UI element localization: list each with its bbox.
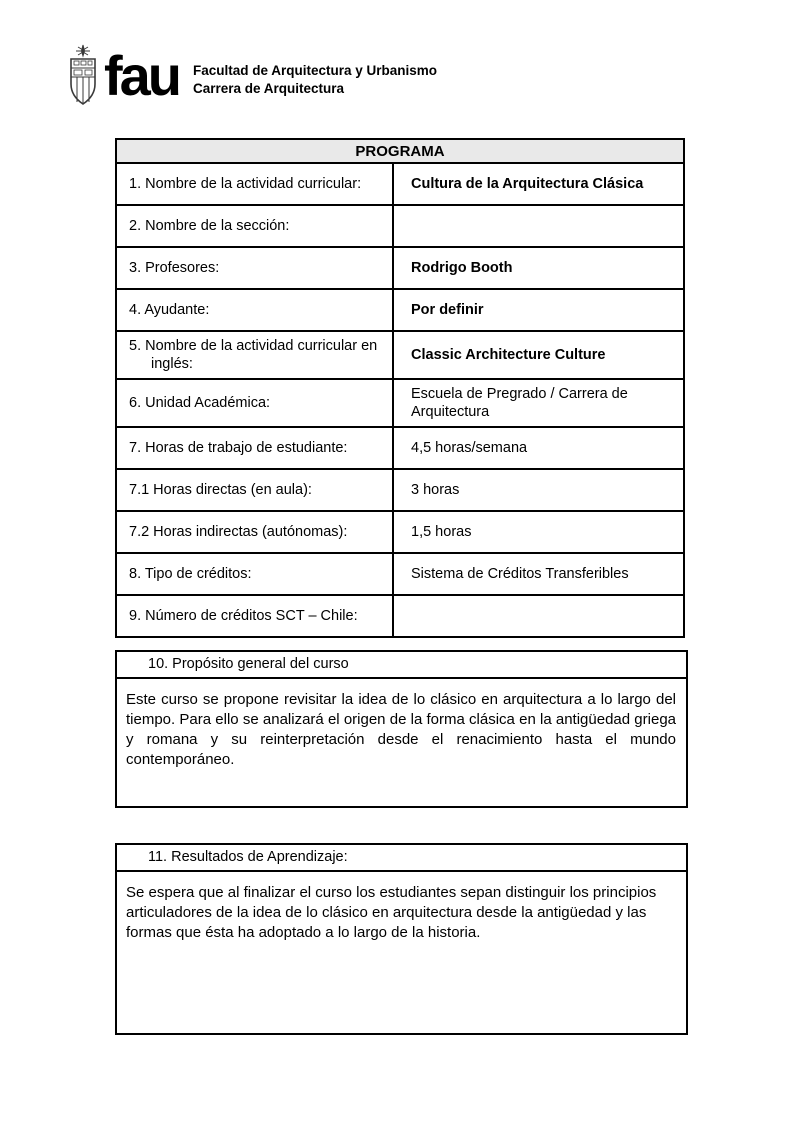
- table-row: [117, 510, 683, 552]
- table-row: [117, 426, 683, 468]
- row-value: [394, 206, 683, 246]
- table-row: [117, 594, 683, 636]
- section-title: 10. Propósito general del curso: [117, 652, 686, 679]
- row-label: 1. Nombre de la actividad curricular:: [117, 164, 394, 204]
- row-label: 7.2 Horas indirectas (autónomas):: [117, 512, 394, 552]
- row-value: Classic Architecture Culture: [411, 347, 606, 363]
- row-value: Cultura de la Arquitectura Clásica: [411, 176, 644, 192]
- table-row: [117, 204, 683, 246]
- table-row: [117, 288, 683, 330]
- row-value: 3 horas: [411, 482, 460, 498]
- page-header: [66, 44, 437, 106]
- table-row: [117, 162, 683, 204]
- table-row: [117, 468, 683, 510]
- career-name: Carrera de Arquitectura: [193, 81, 345, 96]
- row-value: [394, 596, 683, 636]
- table-row: [117, 378, 683, 426]
- faculty-title-block: [193, 62, 437, 98]
- section-body: Este curso se propone revisitar la idea de lo clásico en arquitectura a lo largo del tiempo. Para ello se analizará el origen de la forma clásica en la antigüedad griega y romana y su reinterpretación desde el renacimiento hasta el mundo contemporáneo.: [126, 691, 676, 768]
- row-value: Escuela de Pregrado / Carrera de Arquitectura: [411, 386, 628, 420]
- row-value: 4,5 horas/semana: [411, 440, 528, 456]
- row-label: 2. Nombre de la sección:: [117, 206, 394, 246]
- section-title: 11. Resultados de Aprendizaje:: [117, 845, 686, 872]
- section-body: Se espera que al finalizar el curso los estudiantes sepan distinguir los principios articuladores de la idea de lo clásico en arquitectura desde la antigüedad y las formas que ésta ha adoptado a lo largo de la historia.: [126, 884, 657, 941]
- program-table-title: PROGRAMA: [117, 140, 683, 162]
- row-value: Sistema de Créditos Transferibles: [411, 566, 629, 582]
- section-resultados-aprendizaje: [115, 843, 688, 1035]
- university-crest-icon: [66, 44, 100, 106]
- row-value: 1,5 horas: [411, 524, 472, 540]
- row-value: Rodrigo Booth: [411, 260, 513, 276]
- row-label: 6. Unidad Académica:: [117, 380, 394, 426]
- row-label: 4. Ayudante:: [117, 290, 394, 330]
- table-row: [117, 552, 683, 594]
- program-table: [115, 138, 685, 638]
- row-value: Por definir: [411, 302, 484, 318]
- row-label: 9. Número de créditos SCT – Chile:: [117, 596, 394, 636]
- row-label: 3. Profesores:: [117, 248, 394, 288]
- fau-logo-text: fau: [104, 44, 179, 107]
- table-row: [117, 246, 683, 288]
- table-row: [117, 330, 683, 378]
- row-label: 7. Horas de trabajo de estudiante:: [117, 428, 394, 468]
- row-label: 7.1 Horas directas (en aula):: [117, 470, 394, 510]
- faculty-name: Facultad de Arquitectura y Urbanismo: [193, 63, 438, 78]
- row-label: 8. Tipo de créditos:: [117, 554, 394, 594]
- section-proposito-general: [115, 650, 688, 808]
- row-label: 5. Nombre de la actividad curricular en inglés:: [117, 332, 394, 378]
